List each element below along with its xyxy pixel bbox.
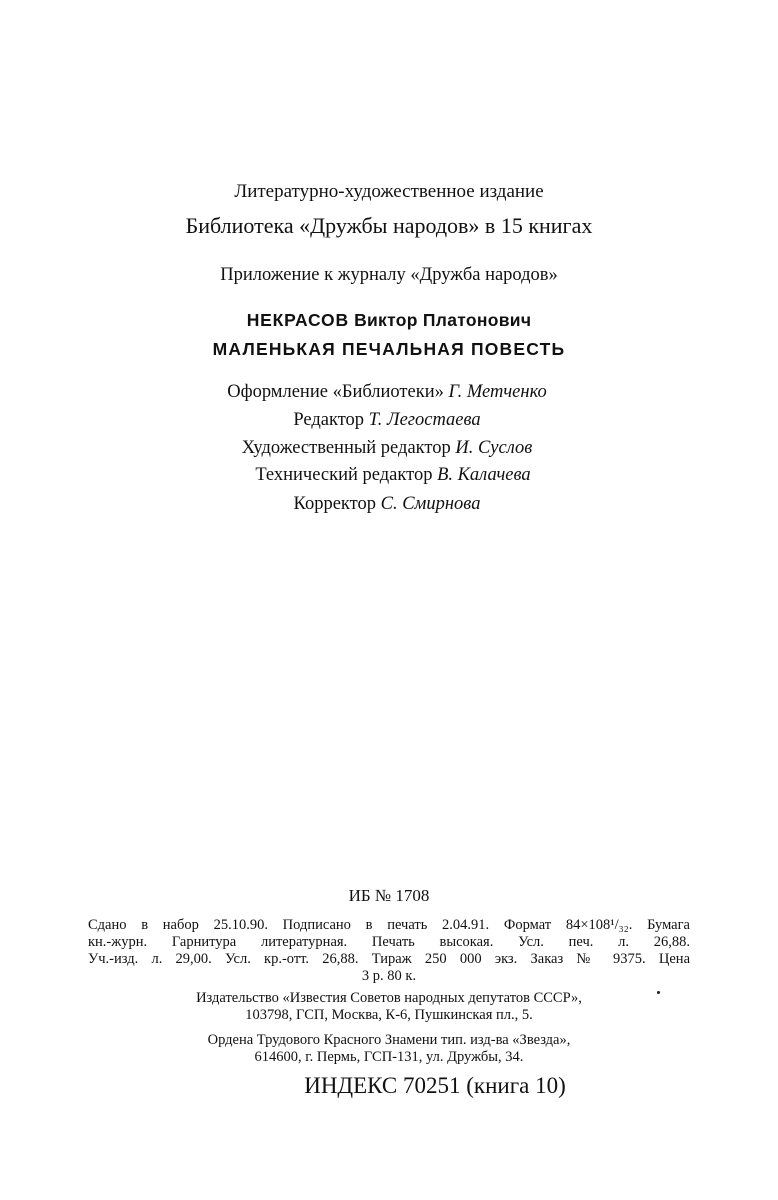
credit-editor xyxy=(0,410,776,431)
print-line: Уч.-изд. л. 29,00. Усл. кр.-отт. 26,88. Тираж 250 000 экз. Заказ № 9375. Цена xyxy=(88,951,690,967)
printer-address: 614600, г. Пермь, ГСП-131, ул. Дружбы, 34. xyxy=(254,1049,524,1065)
ib-number: ИБ № 1708 xyxy=(348,886,430,905)
author-surname: НЕКРАСОВ xyxy=(246,310,349,330)
index-number: ИНДЕКС 70251 (книга 10) xyxy=(304,1073,566,1098)
publisher-address: 103798, ГСП, Москва, К-6, Пушкинская пл., 5. xyxy=(245,1007,533,1023)
author-line xyxy=(0,310,778,331)
credit-name: В. Калачева xyxy=(437,465,531,485)
publisher-name: Издательство «Известия Советов народных депутатов СССР», xyxy=(196,990,582,1006)
credit-name: Г. Метченко xyxy=(448,382,547,402)
credit-name: Т. Легостаева xyxy=(368,410,481,430)
credit-role: Технический редактор xyxy=(255,465,433,485)
print-line: кн.-журн. Гарнитура литературная. Печать высокая. Усл. печ. л. 26,88. xyxy=(88,934,690,950)
credit-tech-editor xyxy=(4,465,778,486)
price: 3 р. 80 к. xyxy=(361,968,417,984)
printer-name: Ордена Трудового Красного Знамени тип. изд-ва «Звезда», xyxy=(207,1032,571,1048)
credit-role: Художественный редактор xyxy=(241,438,451,458)
book-title: МАЛЕНЬКАЯ ПЕЧАЛЬНАЯ ПОВЕСТЬ xyxy=(212,339,566,359)
credit-name: И. Суслов xyxy=(455,438,533,458)
author-names: Виктор Платонович xyxy=(354,310,532,330)
publisher-block xyxy=(0,990,778,1066)
credit-role: Оформление «Библиотеки» xyxy=(227,382,444,402)
credit-design xyxy=(0,382,776,403)
journal-supplement: Приложение к журналу «Дружба народов» xyxy=(220,265,558,285)
series-type: Литературно-художественное издание xyxy=(234,181,544,202)
print-details xyxy=(88,917,690,968)
series-title: Библиотека «Дружбы народов» в 15 книгах xyxy=(185,213,593,238)
print-line: Сдано в набор 25.10.90. Подписано в печать 2.04.91. Формат 84×108¹/₃₂. Бумага xyxy=(88,917,690,933)
credit-name: С. Смирнова xyxy=(380,494,481,514)
credit-art-editor xyxy=(0,438,776,459)
print-speck xyxy=(657,991,660,994)
credit-role: Редактор xyxy=(293,410,365,430)
credit-proofreader xyxy=(0,494,776,515)
credit-role: Корректор xyxy=(293,494,376,514)
